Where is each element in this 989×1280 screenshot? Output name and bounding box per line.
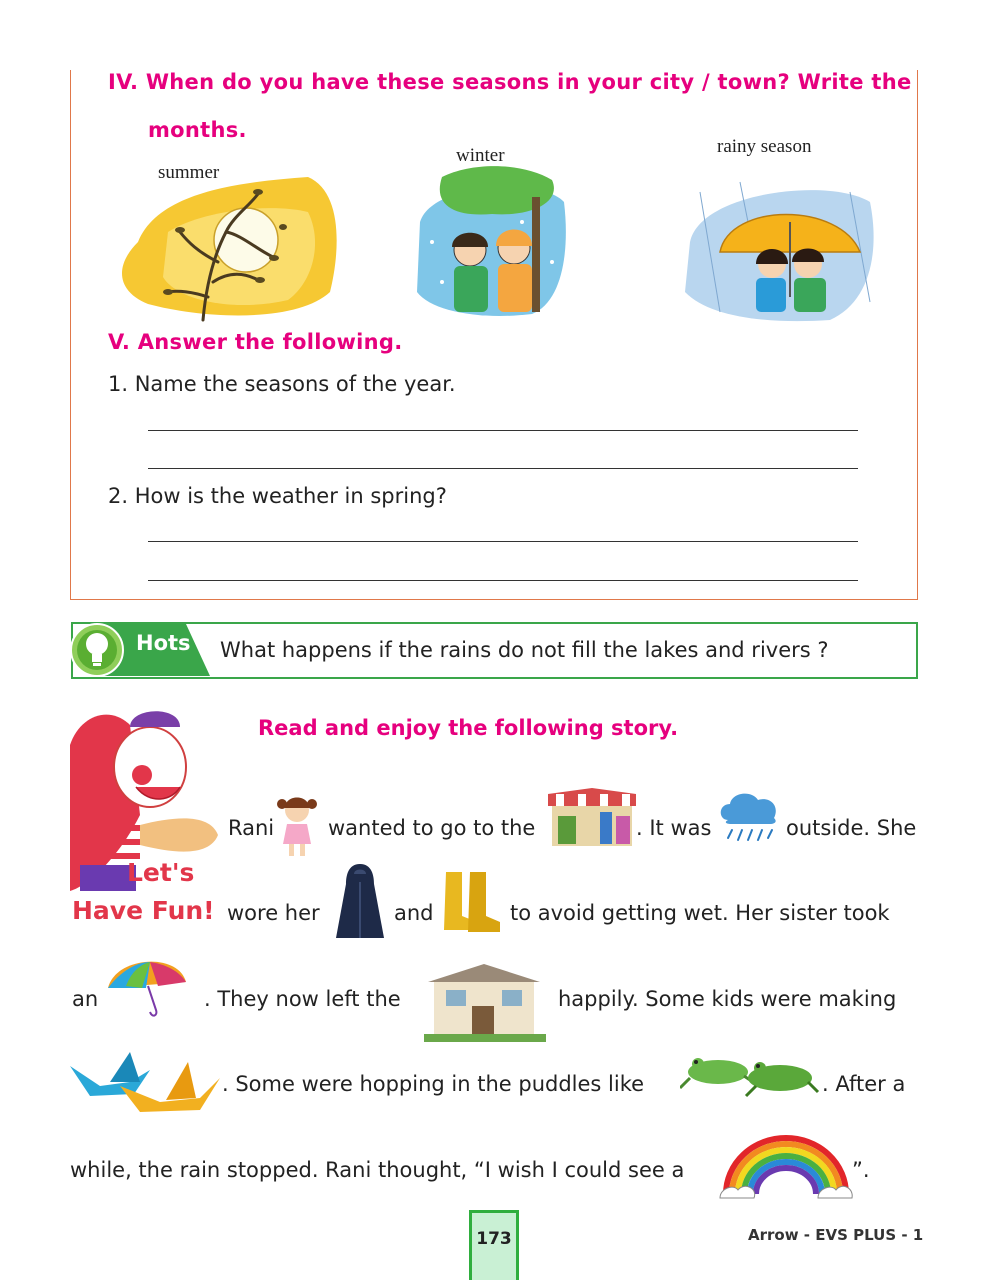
- book-title: Arrow - EVS PLUS - 1: [748, 1226, 924, 1244]
- story-text: outside. She: [786, 816, 917, 840]
- market-icon: [548, 788, 636, 850]
- answer-line[interactable]: [148, 541, 858, 542]
- answer-line[interactable]: [148, 468, 858, 469]
- caption-winter: winter: [456, 145, 505, 166]
- rainbow-icon: [718, 1132, 854, 1202]
- question-2: 2. How is the weather in spring?: [108, 484, 447, 508]
- rainy-image: [680, 172, 880, 322]
- caption-summer: summer: [158, 162, 220, 183]
- raincoat-icon: [334, 862, 386, 944]
- story-text: Rani: [228, 816, 275, 840]
- frogs-icon: [680, 1048, 820, 1100]
- story-text: an: [72, 987, 99, 1011]
- section-iv-title-line2: months.: [148, 118, 247, 142]
- rain-cloud-icon: [718, 790, 780, 844]
- rain-boots-icon: [440, 870, 504, 936]
- story-text: . After a: [822, 1072, 906, 1096]
- badge-line2: Have Fun!: [72, 896, 215, 925]
- story-text: . It was: [636, 816, 712, 840]
- lightbulb-icon: [82, 630, 112, 670]
- umbrella-icon: [106, 952, 188, 1018]
- badge-line1: Let's: [127, 858, 195, 887]
- house-icon: [424, 960, 546, 1044]
- story-text: wanted to go to the: [328, 816, 536, 840]
- story-text: while, the rain stopped. Rani thought, “I wish I could see a: [70, 1158, 685, 1182]
- story-text: . Some were hopping in the puddles like: [222, 1072, 645, 1096]
- page-number: 173: [469, 1210, 519, 1280]
- story-text: wore her: [227, 901, 320, 925]
- hots-question: What happens if the rains do not fill the lakes and rivers ?: [220, 638, 829, 662]
- answer-line[interactable]: [148, 430, 858, 431]
- girl-icon: [275, 792, 319, 858]
- story-heading: Read and enjoy the following story.: [258, 716, 679, 740]
- winter-image: [412, 162, 570, 318]
- answer-line[interactable]: [148, 580, 858, 581]
- question-1: 1. Name the seasons of the year.: [108, 372, 456, 396]
- section-iv-title-line1: IV. When do you have these seasons in your city / town? Write the: [108, 70, 912, 94]
- section-v-title: V. Answer the following.: [108, 330, 403, 354]
- story-text: to avoid getting wet. Her sister took: [510, 901, 890, 925]
- story-text: . They now left the: [204, 987, 401, 1011]
- caption-rainy: rainy season: [717, 136, 812, 157]
- paper-boats-icon: [70, 1042, 220, 1112]
- hots-label: Hots: [136, 631, 191, 655]
- story-text: happily. Some kids were making: [558, 987, 897, 1011]
- summer-image: [108, 172, 346, 322]
- story-text: ”.: [852, 1158, 870, 1182]
- story-text: and: [394, 901, 434, 925]
